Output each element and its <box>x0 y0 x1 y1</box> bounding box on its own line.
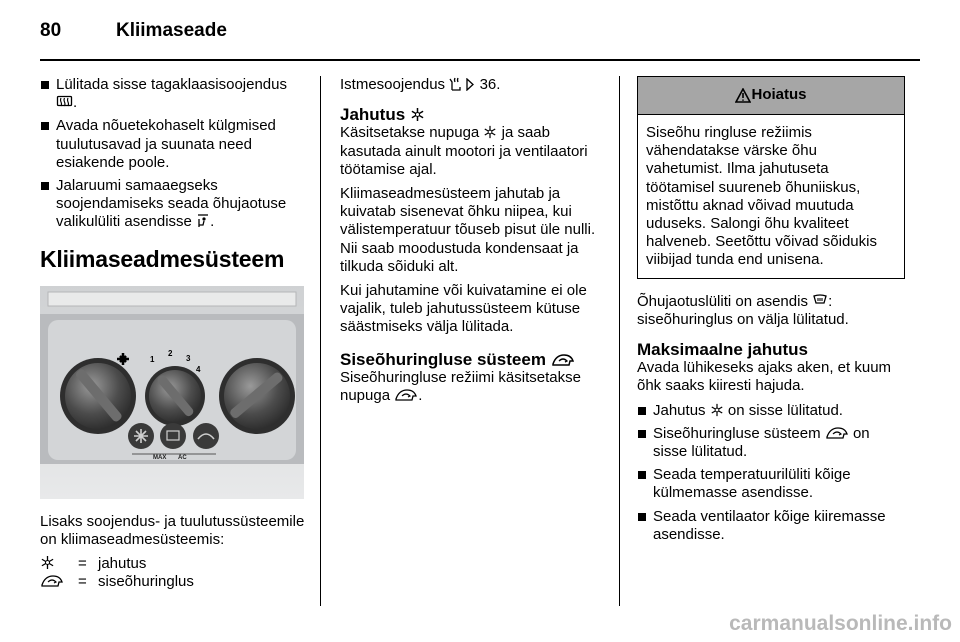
symbol-legend <box>40 555 308 591</box>
recirculation-icon <box>825 426 849 440</box>
column-left <box>40 76 308 591</box>
list-item: Siseõhuringluse süsteem on sisse lülitatud. <box>637 425 905 461</box>
fan-speed-4: 4 <box>196 364 201 374</box>
page-reference-icon <box>465 78 475 91</box>
intro-text: Lisaks soojendus- ja tuulutussüsteemile on kliimaseadmesüsteemis: <box>40 512 305 549</box>
rear-heating-button[interactable] <box>160 423 186 449</box>
climate-control-panel-image <box>40 286 304 499</box>
windscreen-ventilation-icon <box>812 294 828 308</box>
footwell-windscreen-icon <box>196 213 210 228</box>
control-panel-illustration <box>40 286 304 499</box>
snowflake-icon <box>40 555 55 570</box>
watermark: carmanualsonline.info <box>729 612 952 635</box>
page-number: 80 <box>40 20 62 41</box>
distribution-paragraph: Õhujaotuslüliti on asendis : siseõhuringlus on välja lülitatud. <box>637 292 849 328</box>
bullet-list <box>40 76 308 232</box>
section-title: Kliimaseadmesüsteem <box>40 245 285 272</box>
snowflake-icon <box>483 125 497 139</box>
list-item: Seada temperatuurilüliti kõige külmemasse asendisse. <box>637 466 905 502</box>
recirculation-icon <box>551 353 575 367</box>
max-label: MAX <box>153 454 167 461</box>
fan-speed-3: 3 <box>186 353 191 363</box>
seat-heating-ref: Istmesoojendus 36. <box>340 76 501 93</box>
list-item: Lülitada sisse tagaklaasisoojendus . <box>40 76 308 112</box>
cooling-paragraph: Kliimaseadmesüsteem jahutab ja kuivatab sisenevat õhku niipea, kui välistemperatuur tõuseb pisut üle nulli. Nii saab moodustuda kondensaat ja tilkuda sõiduki alt. <box>340 185 596 275</box>
column-divider <box>619 76 620 606</box>
warning-triangle-icon <box>735 88 751 103</box>
recirculation-icon <box>394 388 418 402</box>
column-right <box>637 76 905 549</box>
recirculation-icon <box>40 574 64 588</box>
max-cooling-paragraph: Avada lühikeseks ajaks aken, et kuum õhk saaks kiiresti hajuda. <box>637 359 892 395</box>
page-title: Kliimaseade <box>116 20 227 41</box>
header-divider <box>40 59 920 61</box>
list-item: Avada nõuetekohaselt külgmised tuulutusavad ja suunata need esiakende poole. <box>40 117 308 172</box>
warning-header: Hoiatus <box>638 77 904 115</box>
warning-box <box>637 76 905 279</box>
list-item: Seada ventilaator kõige kiiremasse asendisse. <box>637 508 905 544</box>
fan-speed-2: 2 <box>168 348 173 358</box>
seat-heating-icon <box>449 77 461 91</box>
fan-speed-1: 1 <box>150 354 155 364</box>
column-divider <box>320 76 321 606</box>
column-middle <box>340 76 605 411</box>
list-item: Jalaruumi samaaegseks soojendamiseks seada õhujaotuse valikulüliti asendisse . <box>40 177 308 232</box>
rear-window-heating-icon <box>56 95 73 109</box>
max-cooling-heading: Maksimaalne jahutus <box>637 340 809 360</box>
legend-row: = siseõhuringlus <box>40 573 308 591</box>
legend-row: = jahutus <box>40 555 308 573</box>
cooling-paragraph: Kui jahutamine või kuivatamine ei ole vajalik, tuleb jahutussüsteem kütuse säästmiseks välja lülitada. <box>340 282 587 336</box>
ac-label: AC <box>178 454 187 461</box>
page-header <box>40 20 920 60</box>
bullet-list <box>637 402 905 544</box>
recirculation-heading: Siseõhuringluse süsteem <box>340 351 605 369</box>
recirculation-paragraph: Siseõhuringluse režiimi käsitsetakse nupuga . <box>340 368 581 405</box>
list-item: Jahutus on sisse lülitatud. <box>637 402 905 420</box>
cooling-paragraph: Käsitsetakse nupuga ja saab kasutada ainult mootori ja ventilaatori töötamise ajal. <box>340 124 588 178</box>
recirculation-button[interactable] <box>193 423 219 449</box>
snowflake-icon <box>410 107 425 122</box>
cooling-heading: Jahutus <box>340 106 605 124</box>
warning-text: Siseõhu ringluse režiimis vähendatakse värske õhu vahetumist. Ilma jahutuseta töötamisel suureneb õhuniiskus, mistõttu aknad võivad muutuda uduseks. Salongi õhu kvaliteet halveneb. Seetõttu võivad sõidukis viibijad tunda end unisena. <box>646 124 877 269</box>
snowflake-icon <box>710 403 724 417</box>
